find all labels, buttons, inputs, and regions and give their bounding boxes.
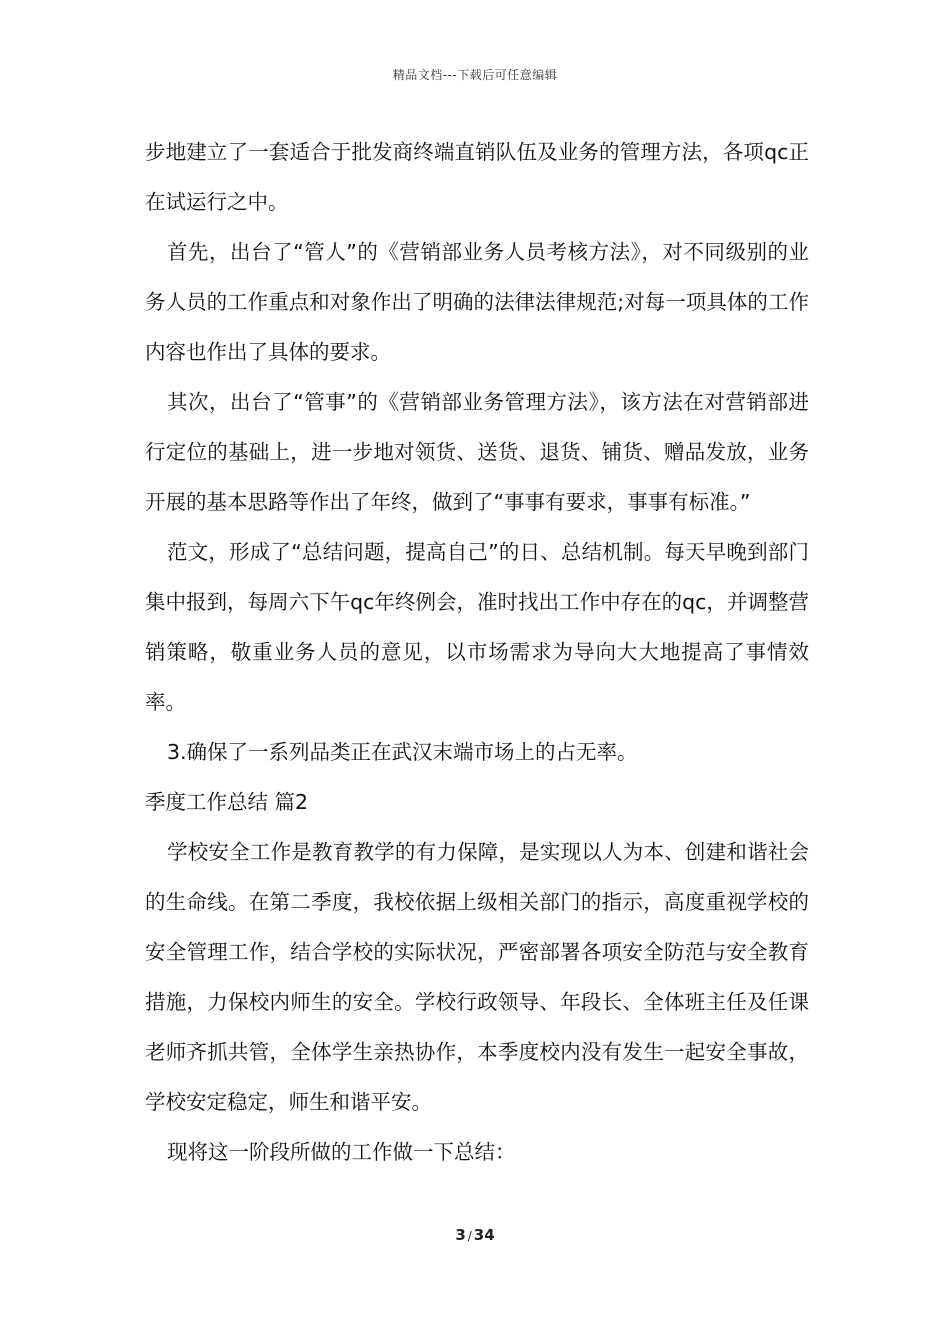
total-page-count: 34 (473, 1226, 495, 1244)
paragraph: 学校安全工作是教育教学的有力保障，是实现以人为本、创建和谐社会的生命线。在第二季度，我校依据上级相关部门的指示，高度重视学校的安全管理工作，结合学校的实际状况，严密部署各项安全防范与安全教育措施，力保校内师生的安全。学校行政领导、年段长、全体班主任及任课老师齐抓共管，全体学生亲热协作，本季度校内没有发生一起安全事故，学校安定稳定，师生和谐平安。 (145, 840, 809, 1114)
paragraph: 现将这一阶段所做的工作做一下总结： (167, 1140, 516, 1164)
page-header: 精品文档---下载后可任意编辑 (392, 68, 558, 82)
paragraph: 首先，出台了“管人”的《营销部业务人员考核方法》，对不同级别的业务人员的工作重点和对象作出了明确的法律法律规范;对每一项具体的工作内容也作出了具体的要求。 (145, 240, 809, 364)
paragraph: 步地建立了一套适合于批发商终端直销队伍及业务的管理方法，各项qc正在试运行之中。 (145, 140, 809, 214)
page-number (0, 1226, 950, 1244)
paragraph: 其次，出台了“管事”的《营销部业务管理方法》，该方法在对营销部进行定位的基础上，进一步地对领货、送货、退货、铺货、赠品发放，业务开展的基本思路等作出了年终，做到了“事事有要求，事事有标准。” (145, 390, 809, 514)
document-body (145, 127, 809, 1177)
paragraph: 范文，形成了“总结问题，提高自己”的日、总结机制。每天早晚到部门集中报到，每周六下午qc年终例会，准时找出工作中存在的qc，并调整营销策略，敬重业务人员的意见，以市场需求为导向大大地提高了事情效率。 (145, 540, 809, 714)
page-separator: / (467, 1229, 472, 1243)
current-page-number: 3 (455, 1226, 466, 1244)
section-heading: 季度工作总结 篇2 (145, 790, 309, 814)
paragraph: 3.确保了一系列品类正在武汉末端市场上的占无率。 (167, 740, 638, 764)
